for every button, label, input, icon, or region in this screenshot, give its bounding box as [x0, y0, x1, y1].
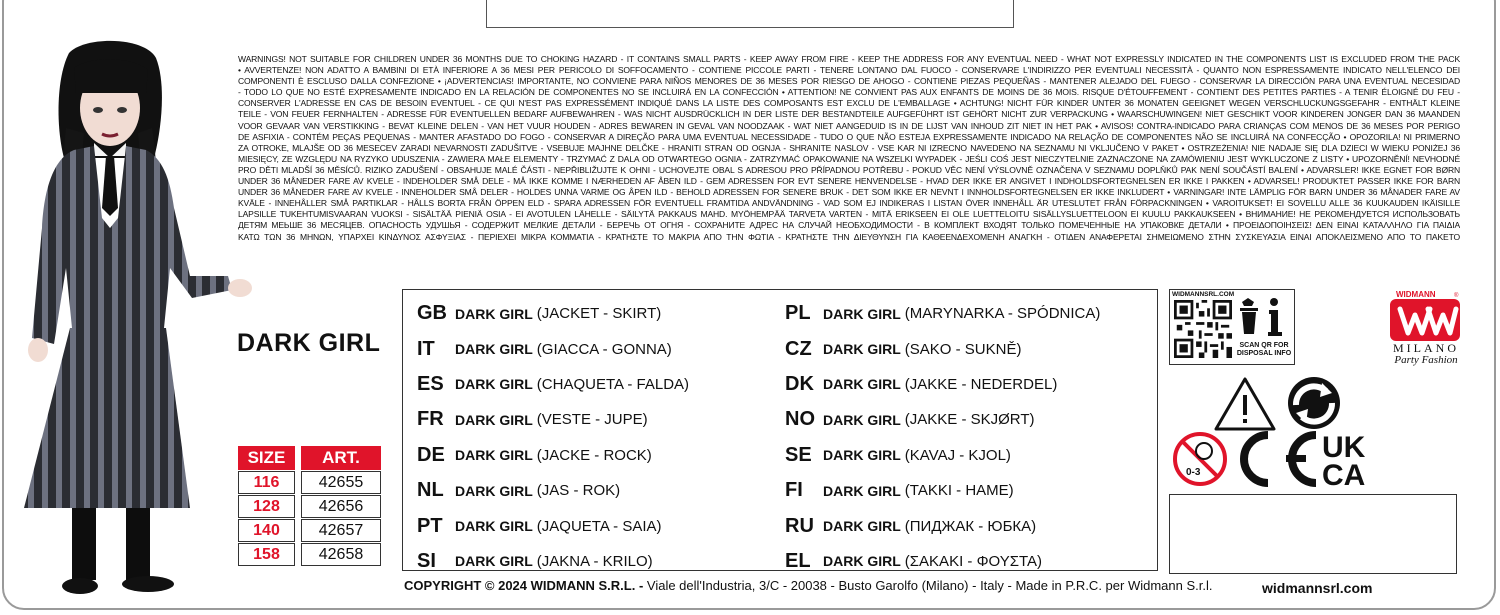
- costume-parts: (VESTE - JUPE): [536, 411, 648, 429]
- no-under-3-icon: [1175, 434, 1225, 484]
- logo-wordmark: WIDMANN: [1396, 290, 1436, 299]
- costume-name: DARK GIRL: [823, 376, 901, 393]
- costume-parts: (JACKE - ROCK): [536, 446, 652, 464]
- warning-line: - TODO LO QUE NO ESTÉ EXPRESAMENTE INDICADO EN LA RELACIÓN DE COMPONENTES NO SE INCLUIRÁ EN LA CONFECCIÓN • ATTENTION! NE CONVIENT PAS AUX ENFANTS DE MOINS DE 36 MOIS. RISQUE D'ÉTOUFFEMENT - CONTIENT DES PETITES PARTIES - A TENIR ÉLOIGNÉ DU FEU -: [238, 87, 1460, 98]
- size-row: [238, 519, 381, 542]
- language-code: ES: [417, 372, 444, 395]
- language-code: DK: [785, 372, 814, 395]
- article-number: 42656: [301, 495, 381, 518]
- blank-label-box: [1169, 494, 1457, 574]
- ukca-mark-icon: [1322, 431, 1366, 492]
- warning-line: ДЕТЯМ МЕЬШЕ 36 МЕСЯЦЕВ. ОПАСНОСТЬ УДУШЬЯ - СОДЕРЖИТ МЕЛКИЕ ДЕТАЛИ - БЕРЕЧЬ ОТ ОГНЯ - СОХРАНИТЕ АДРЕС НА СЛУЧАЙ НЕОБХОДИМОСТИ - В КОМПЛЕКТ ВХОДЯТ ТОЛЬКО ПОМЕЧЕННЫЕ НА УПАКОВКЕ ДЕТАЛИ • ΠΡΟΕΙΔΟΠΟΙΗΣΕΙΣ! ΔΕΝ ΕΙΝΑΙ ΚΑΤΑΛΛΗΛΟ ΓΙΑ ΠΑΙΔΙΑ: [238, 220, 1460, 231]
- model-figure: [14, 38, 274, 598]
- ukca-bottom: CA: [1322, 459, 1366, 492]
- website-link: widmannsrl.com: [1262, 580, 1373, 596]
- translation-row: [785, 296, 1100, 331]
- size-value: 158: [238, 543, 295, 566]
- costume-name: DARK GIRL: [823, 447, 901, 464]
- translations-box: [402, 289, 1158, 571]
- costume-parts: (GIACCA - GONNA): [536, 340, 672, 358]
- logo-registered: ®: [1454, 293, 1459, 299]
- translations-right-column: [785, 296, 1100, 579]
- logo-tagline: Party Fashion: [1394, 354, 1458, 366]
- size-table: [238, 446, 381, 566]
- translation-row: [785, 331, 1100, 366]
- warning-line: UNDER 36 MÅNEDER FARE AV KVELE - INNEHOLDER SMÅ DELER - HOLDES UNNA VARME OG ÅPEN ILD - BEHOLD ADRESSEN FOR SENERE BRUK - DET SOM IKKE ER NEVNT I INNHOLDSFORTEGNELSEN ER IKKE INKLUDERT • VARNINGAR! INTE LÄMPLIG FÖR BARN UNDER 36 MÅNADER FARE AV: [238, 187, 1460, 198]
- costume-name: DARK GIRL: [455, 553, 533, 570]
- article-number: 42658: [301, 543, 381, 566]
- translations-left-column: [417, 296, 689, 579]
- costume-parts: (ΣΑΚΑΚΙ - ΦΟΥΣΤΑ): [904, 552, 1043, 570]
- warning-line: UNDER 36 MÅNEDER FARE AV KVELE - INDEHOLDER SMÅ DELE - MÅ IKKE KOMME I NÆRHEDEN AF ÅBEN ILD - GEM ADRESSEN FOR EVT SENERE HENVENDELSE - HVAD DER IKKE ER ANGIVET I INDHOLDSFORTEGNELSEN ER IKKE I PAKKEN • ADVARSEL! PRODUKTET PASSER IKKE FOR BARN: [238, 176, 1460, 187]
- costume-name: DARK GIRL: [455, 376, 533, 393]
- costume-parts: (TAKKI - HAME): [904, 482, 1014, 500]
- article-number: 42657: [301, 519, 381, 542]
- costume-name: DARK GIRL: [823, 411, 901, 428]
- size-row: [238, 495, 381, 518]
- warning-line: CONSERVER L'ADRESSE EN CAS DE BESOIN EVENTUEL - CE QUI N'EST PAS EXPRESSÉMENT INDIQUÉ DANS LA LISTE DES COMPOSANTS EST EXCLU DE L'EMBALLAGE • ACHTUNG! NICHT FÜR KINDER UNTER 36 MONATEN GEEIGNET WEGEN VERSCHLUCKUNGSGEFAHR - ENTHÄLT KLEINE: [238, 98, 1460, 109]
- costume-parts: (KAVAJ - KJOL): [904, 446, 1011, 464]
- age-label: 0-3: [1186, 467, 1201, 478]
- warning-line: WARNINGS! NOT SUITABLE FOR CHILDREN UNDER 36 MONTHS DUE TO CHOKING HAZARD - IT CONTAINS SMALL PARTS - KEEP AWAY FROM FIRE - KEEP THE ADDRESS FOR ANY EVENTUAL NEED - WHAT NOT EXPRESSLY INDICATED IN THE COMPONENTS LIST IS EXCLUDED FROM THE PACK: [238, 54, 1460, 64]
- costume-name: DARK GIRL: [455, 518, 533, 535]
- warning-line: VOOR GEVAAR VAN VERSTIKKING - BEVAT KLEINE DELEN - VAN HET VUUR HOUDEN - ADRES BEWAREN IN GEVAL VAN NOODZAAK - WAT NIET AANGEDUID IS IN DE LIJST VAN INHOUD ZIT NIET IN HET PAK • AVISOS! CONTRA-INDICADO PARA CRIANÇAS COM MENOS DE 36 MESES POR PERIGO: [238, 120, 1460, 131]
- size-row: [238, 543, 381, 566]
- product-title: DARK GIRL: [237, 329, 381, 357]
- costume-parts: (JAQUETA - SAIA): [536, 517, 662, 535]
- language-code: RU: [785, 514, 814, 537]
- warning-line: KVÄLE - INNEHÅLLER SMÅ PARTIKLAR - HÅLLS BORTA FRÅN ÖPPEN ELD - SPARA ADRESSEN FÖR EVENTUELL FRAMTIDA ANDVÄNDNING - VAD SOM EJ INDIKERAS I LISTAN ÖVER INNEHÅLL ÄR UTESLUTET FRÅN FÖRPACKNINGEN • VAROITUKSET! EI SOVELLU ALLE 36 KUUKAUDEN IKÄISILLE: [238, 198, 1460, 209]
- widmann-logo: [1388, 289, 1462, 343]
- warning-line: • AVVERTENZE! NON ADATTO A BAMBINI DI ETÀ INFERIORE A 36 MESI PER PERICOLO DI SOFFOCAMENTO - CONTIENE PICCOLE PARTI - TENERE LONTANO DAL FUOCO - CONSERVARE L'INDIRIZZO PER EVENTUALI NECESSITÀ - QUANTO NON ESPRESSAMENTE INDICATO NELL'ELENCO DEI: [238, 65, 1460, 76]
- warning-line: DE ASFIXIA - CONTÉM PEÇAS PEQUENAS - MANTER AFASTADO DO FOGO - CONSERVAR A DIREÇÃO PARA UMA EVENTUAL NECESSIDADE - TUDO O QUE NÃO ESTEJA EXPRESSAMENTE INDICADO NA RELAÇÃO DE COMPONENTES NÃO SE INCLUIRÁ NA CONFECÇÃO • OPOZORILA! NI PRIMERNO: [238, 131, 1460, 142]
- costume-parts: (JACKET - SKIRT): [536, 305, 662, 323]
- translation-row: [417, 508, 689, 543]
- language-code: CZ: [785, 337, 812, 360]
- safety-warnings: [238, 54, 1460, 276]
- translation-row: [417, 473, 689, 508]
- language-code: FR: [417, 408, 444, 431]
- language-code: EL: [785, 549, 811, 572]
- copyright-line: [404, 578, 1212, 593]
- safety-symbols: [1170, 375, 1390, 493]
- costume-name: DARK GIRL: [455, 341, 533, 358]
- language-code: DE: [417, 443, 445, 466]
- warning-line: MIESIĘCY, ZE WZGLĘDU NA RYZYKO UDUSZENIA - ZAWIERA MAŁE ELEMENTY - TRZYMAĆ Z DALA OD OTWARTEGO OGNIA - ZATRZYMAĆ OPAKOWANIE NA WSZELKI WYPADEK - JEŚLI COŚ JEST NIECZYTELNIE ZAZNACZONE NA ZAMÓWIENIU JEST WYKLUCZONE Z LISTY • UPOZORNĚNÍ! NEVHODNÉ: [238, 153, 1460, 164]
- costume-parts: (ПИДЖАК - ЮБКА): [904, 517, 1037, 535]
- costume-parts: (JAKKE - NEDERDEL): [904, 375, 1058, 393]
- ce-mark-icon: [1244, 435, 1316, 483]
- qr-url: WIDMANNSRL.COM: [1172, 291, 1235, 298]
- translation-row: [785, 473, 1100, 508]
- recycle-icon: [1288, 377, 1340, 429]
- language-code: IT: [417, 337, 435, 360]
- costume-name: DARK GIRL: [823, 305, 901, 322]
- translation-row: [785, 508, 1100, 543]
- language-code: SI: [417, 549, 436, 572]
- article-number: 42655: [301, 471, 381, 494]
- qr-code-icon: [1174, 300, 1232, 358]
- costume-parts: (MARYNARKA - SPÓDNICA): [904, 305, 1101, 323]
- size-header: SIZE: [238, 446, 295, 470]
- copyright-address: Viale dell'Industria, 3/C - 20038 - Busto Garolfo (Milano) - Italy - Made in P.R.C. per Widmann S.r.l.: [643, 578, 1213, 593]
- qr-caption: SCAN QR FOR DISPOSAL INFO: [1236, 342, 1292, 357]
- costume-name: DARK GIRL: [823, 553, 901, 570]
- costume-name: DARK GIRL: [455, 482, 533, 499]
- copyright-company: COPYRIGHT © 2024 WIDMANN S.R.L. -: [404, 578, 644, 593]
- costume-parts: (SAKO - SUKNĚ): [904, 340, 1022, 358]
- language-code: GB: [417, 302, 447, 325]
- warning-line: TEILE - VON FEUER FERNHALTEN - ADRESSE FÜR EVENTUELLEN BEDARF AUFBEWAHREN - WAS NICHT AUSDRÜCKLICH IN DER LISTE DER BESTANDTEILE AUFGEFÜHRT IST GEHÖRT NICHT ZUR VERPACKUNG • WAARSCHUWINGEN! NIET GESCHIKT VOOR KINDEREN JONGER DAN 36 MAANDEN: [238, 109, 1460, 120]
- warning-line: ΚΑΤΩ ΤΩΝ 36 ΜΗΝΩΝ, ΥΠΑΡΧΕΙ ΚΙΝΔΥΝΟΣ ΑΣΦΥΞΙΑΣ - ΠΕΡΙΕΧΕΙ ΜΙΚΡΑ ΚΟΜΜΑΤΙΑ - ΚΡΑΤΗΣΤΕ ΤΟ ΜΑΚΡΙΑ ΑΠΟ ΤΗΝ ΦΩΤΙΑ - ΚΡΑΤΗΣΤΕ ΤΗΝ ΔΙΕΥΘΥΝΣΗ ΓΙΑ ΚΑΘΕΕΝΔΕΧΟΜΕΝΗ ΑΝΑΓΚΗ - ΟΤΙΔΕΝ ΑΝΑΦΕΡΕΤΑΙ ΣΗΜΕΙΩΜΕΝΟ ΣΤΗΝ ΣΥΣΚΕΥΑΣΙΑ ΕΙΝΑΙ ΑΠΟΚΛΕΙΣΜΕΝΟ ΑΠΟ ΤΟ ΠΑΚΕΤΟ: [238, 231, 1460, 242]
- size-row: [238, 471, 381, 494]
- costume-parts: (JAKNA - KRILO): [536, 552, 653, 570]
- translation-row: [417, 367, 689, 402]
- language-code: NO: [785, 408, 815, 431]
- size-value: 116: [238, 471, 295, 494]
- translation-row: [785, 402, 1100, 437]
- costume-parts: (CHAQUETA - FALDA): [536, 375, 690, 393]
- costume-name: DARK GIRL: [823, 518, 901, 535]
- top-tab-cutout: [486, 0, 1014, 28]
- size-value: 128: [238, 495, 295, 518]
- translation-row: [417, 438, 689, 473]
- warning-line: PRO DĚTI MLADŠÍ 36 MĚSÍCŮ. RIZIKO ZADUŠENÍ - OBSAHUJE MALÉ ČÁSTI - NEPŘIBLIŽUJTE K OHNI - UCHOVEJTE OBAL S ADRESOU PRO PŘÍPADNOU POTŘEBU - POKUD VĚC NENÍ VÝSLOVNĚ OZNAČENA V SEZNAMU DOPLŇKŮ PAK NENÍ SOUČÁSTÍ BALENÍ • ADVARSLER! IKKE EGNET FOR BØRN: [238, 164, 1460, 175]
- costume-name: DARK GIRL: [823, 341, 901, 358]
- language-code: NL: [417, 479, 444, 502]
- size-value: 140: [238, 519, 295, 542]
- translation-row: [785, 438, 1100, 473]
- translation-row: [417, 544, 689, 579]
- logo-city: MILANO: [1393, 341, 1459, 355]
- warning-line: ZA OTROKE, MLAJŠE OD 36 MESECEV ZARADI NEVARNOSTI ZADUŠITVE - VSEBUJE MAJHNE DELČKE - HRANITI STRAN OD OGNJA - SHRANITE NASLOV - VSE KAR NI IZRECNO NAVEDENO NA SEZNAMU NI VKLJUČENO V PAKET • OSTRZEŻENIA! NIE NADAJE SIĘ DLA DZIECI W WIEKU PONIŻEJ 36: [238, 142, 1460, 153]
- translation-row: [417, 331, 689, 366]
- language-code: PT: [417, 514, 443, 537]
- costume-name: DARK GIRL: [455, 411, 533, 428]
- article-header: ART.: [301, 446, 381, 470]
- warning-line: LAPSILLE TUKEHTUMISVAARAN VUOKSI - SISÄLTÄÄ PIENIÄ OSIA - EI AVOTULEN LÄHELLE - SÄILYTÄ PAKKAUS MAHD. MYÖHEMPÄÄ TARVETA VARTEN - MITÄ ERIKSEEN EI OLE LUETTELOITU SISÄLLYSLUETTELOON EI KUULU PAKKAUKSEEN • ВНИМАНИЕ! НЕ РЕКОМЕНДУЕТСЯ ИСПОЛЬЗОВАТЬ: [238, 209, 1460, 220]
- language-code: PL: [785, 302, 811, 325]
- costume-name: DARK GIRL: [455, 447, 533, 464]
- costume-name: DARK GIRL: [455, 305, 533, 322]
- costume-parts: (JAKKE - SKJØRT): [904, 411, 1035, 429]
- costume-parts: (JAS - ROK): [536, 482, 621, 500]
- qr-disposal-box: [1169, 289, 1295, 365]
- language-code: FI: [785, 479, 803, 502]
- ukca-top: UK: [1322, 431, 1366, 464]
- translation-row: [417, 296, 689, 331]
- translation-row: [417, 402, 689, 437]
- language-code: SE: [785, 443, 812, 466]
- bin-info-icon: [1236, 294, 1292, 338]
- translation-row: [785, 544, 1100, 579]
- warning-line: COMPONENTI È ESCLUSO DALLA CONFEZIONE • ¡ADVERTENCIAS! IMPORTANTE, NO CONVIENE PARA NIÑOS MENORES DE 36 MESES POR RIESGO DE AHOGO - CONTIENE PIEZAS PEQUEÑAS - MANTENER ALEJADO DEL FUEGO - CONSERVAR LA DIRECCIÓN PARA UNA EVENTUAL NECESIDAD: [238, 76, 1460, 87]
- costume-name: DARK GIRL: [823, 482, 901, 499]
- translation-row: [785, 367, 1100, 402]
- warning-triangle-icon: [1216, 379, 1274, 429]
